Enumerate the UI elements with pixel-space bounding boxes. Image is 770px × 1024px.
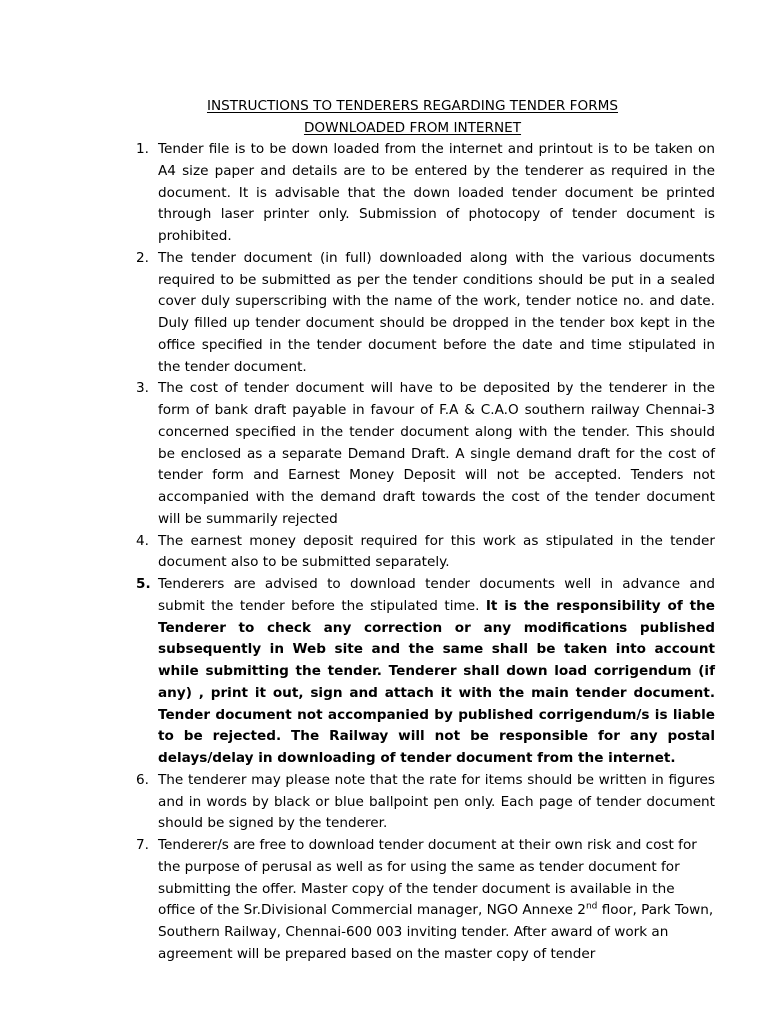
item-text: The tenderer may please note that the rate for items should be written in figures and in words by black or blue ballpoint pen only. Each page of tender document should be signed by the tenderer. xyxy=(158,771,715,832)
item-text: Tenderers are advised to download tender documents well in advance and submit the tender before the stipulated time. xyxy=(158,576,715,614)
item-text: The cost of tender document will have to be deposited by the tenderer in the form of bank draft payable in favour of F.A & C.A.O southern railway Chennai-3 concerned specified in the tender document along with the tender. This should be enclosed as a separate Demand Draft. A single demand draft for the cost of tender form and Earnest Money Deposit will not be accepted. Tenders not accompanied with the demand draft towards the cost of the tender document will be summarily rejected xyxy=(158,380,715,527)
instruction-item-7 xyxy=(136,835,715,966)
instruction-item-2 xyxy=(136,248,715,379)
instruction-item-3 xyxy=(136,378,715,530)
item-text: Tenderer/s are free to download tender document at their own risk and cost for the purpose of perusal as well as for using the same as tender document for submitting the offer. Master copy of the tender document is available in the office of the Sr.Divisional Commercial manager, NGO Annexe 2 xyxy=(158,837,697,919)
item-number: 7. xyxy=(136,837,149,853)
instruction-item-5 xyxy=(136,574,715,770)
item-number: 6. xyxy=(136,771,149,788)
item-number: 3. xyxy=(136,380,149,397)
ordinal-superscript: nd xyxy=(585,901,598,912)
document-title-line-1: INSTRUCTIONS TO TENDERERS REGARDING TENDER FORMS xyxy=(206,98,619,114)
item-bold-text: It is the responsibility of the Tenderer to check any correction or any modifications published subsequently in Web site and the same shall be taken into account while submitting the tender. Tenderer shall down load corrigendum (if any) , print it out, sign and attach it with the main tender document. Tender document not accompanied by published corrigendum/s is liable to be rejected. The Railway will not be responsible for any postal delays/delay in downloading of tender document from the internet. xyxy=(158,597,715,766)
item-number: 1. xyxy=(136,141,149,157)
item-number: 4. xyxy=(136,532,149,549)
document-title-line-2: DOWNLOADED FROM INTERNET xyxy=(303,120,522,136)
instruction-item-6 xyxy=(136,770,715,835)
item-number: 2. xyxy=(136,249,149,266)
instruction-item-1 xyxy=(136,139,715,248)
item-text: The earnest money deposit required for this work as stipulated in the tender document also to be submitted separately. xyxy=(158,532,715,571)
instruction-item-4 xyxy=(136,531,715,575)
instruction-list xyxy=(136,139,715,966)
item-text: Tender file is to be down loaded from the internet and printout is to be taken on A4 size paper and details are to be entered by the tenderer as required in the document. It is advisable that the down loaded tender document be printed through laser printer only. Submission of photocopy of tender document is prohibited. xyxy=(158,141,715,244)
item-number: 5. xyxy=(136,576,151,592)
item-text-continued: floor, Park Town, Southern Railway, Chennai-600 003 inviting tender. After award of work an agreement will be prepared based on the master copy of tender xyxy=(158,902,714,962)
item-text: The tender document (in full) downloaded along with the various documents required to be submitted as per the tender conditions should be put in a sealed cover duly superscribing with the name of the work, tender notice no. and date. Duly filled up tender document should be dropped in the tender box kept in the office specified in the tender document before the date and time stipulated in the tender document. xyxy=(158,249,715,375)
